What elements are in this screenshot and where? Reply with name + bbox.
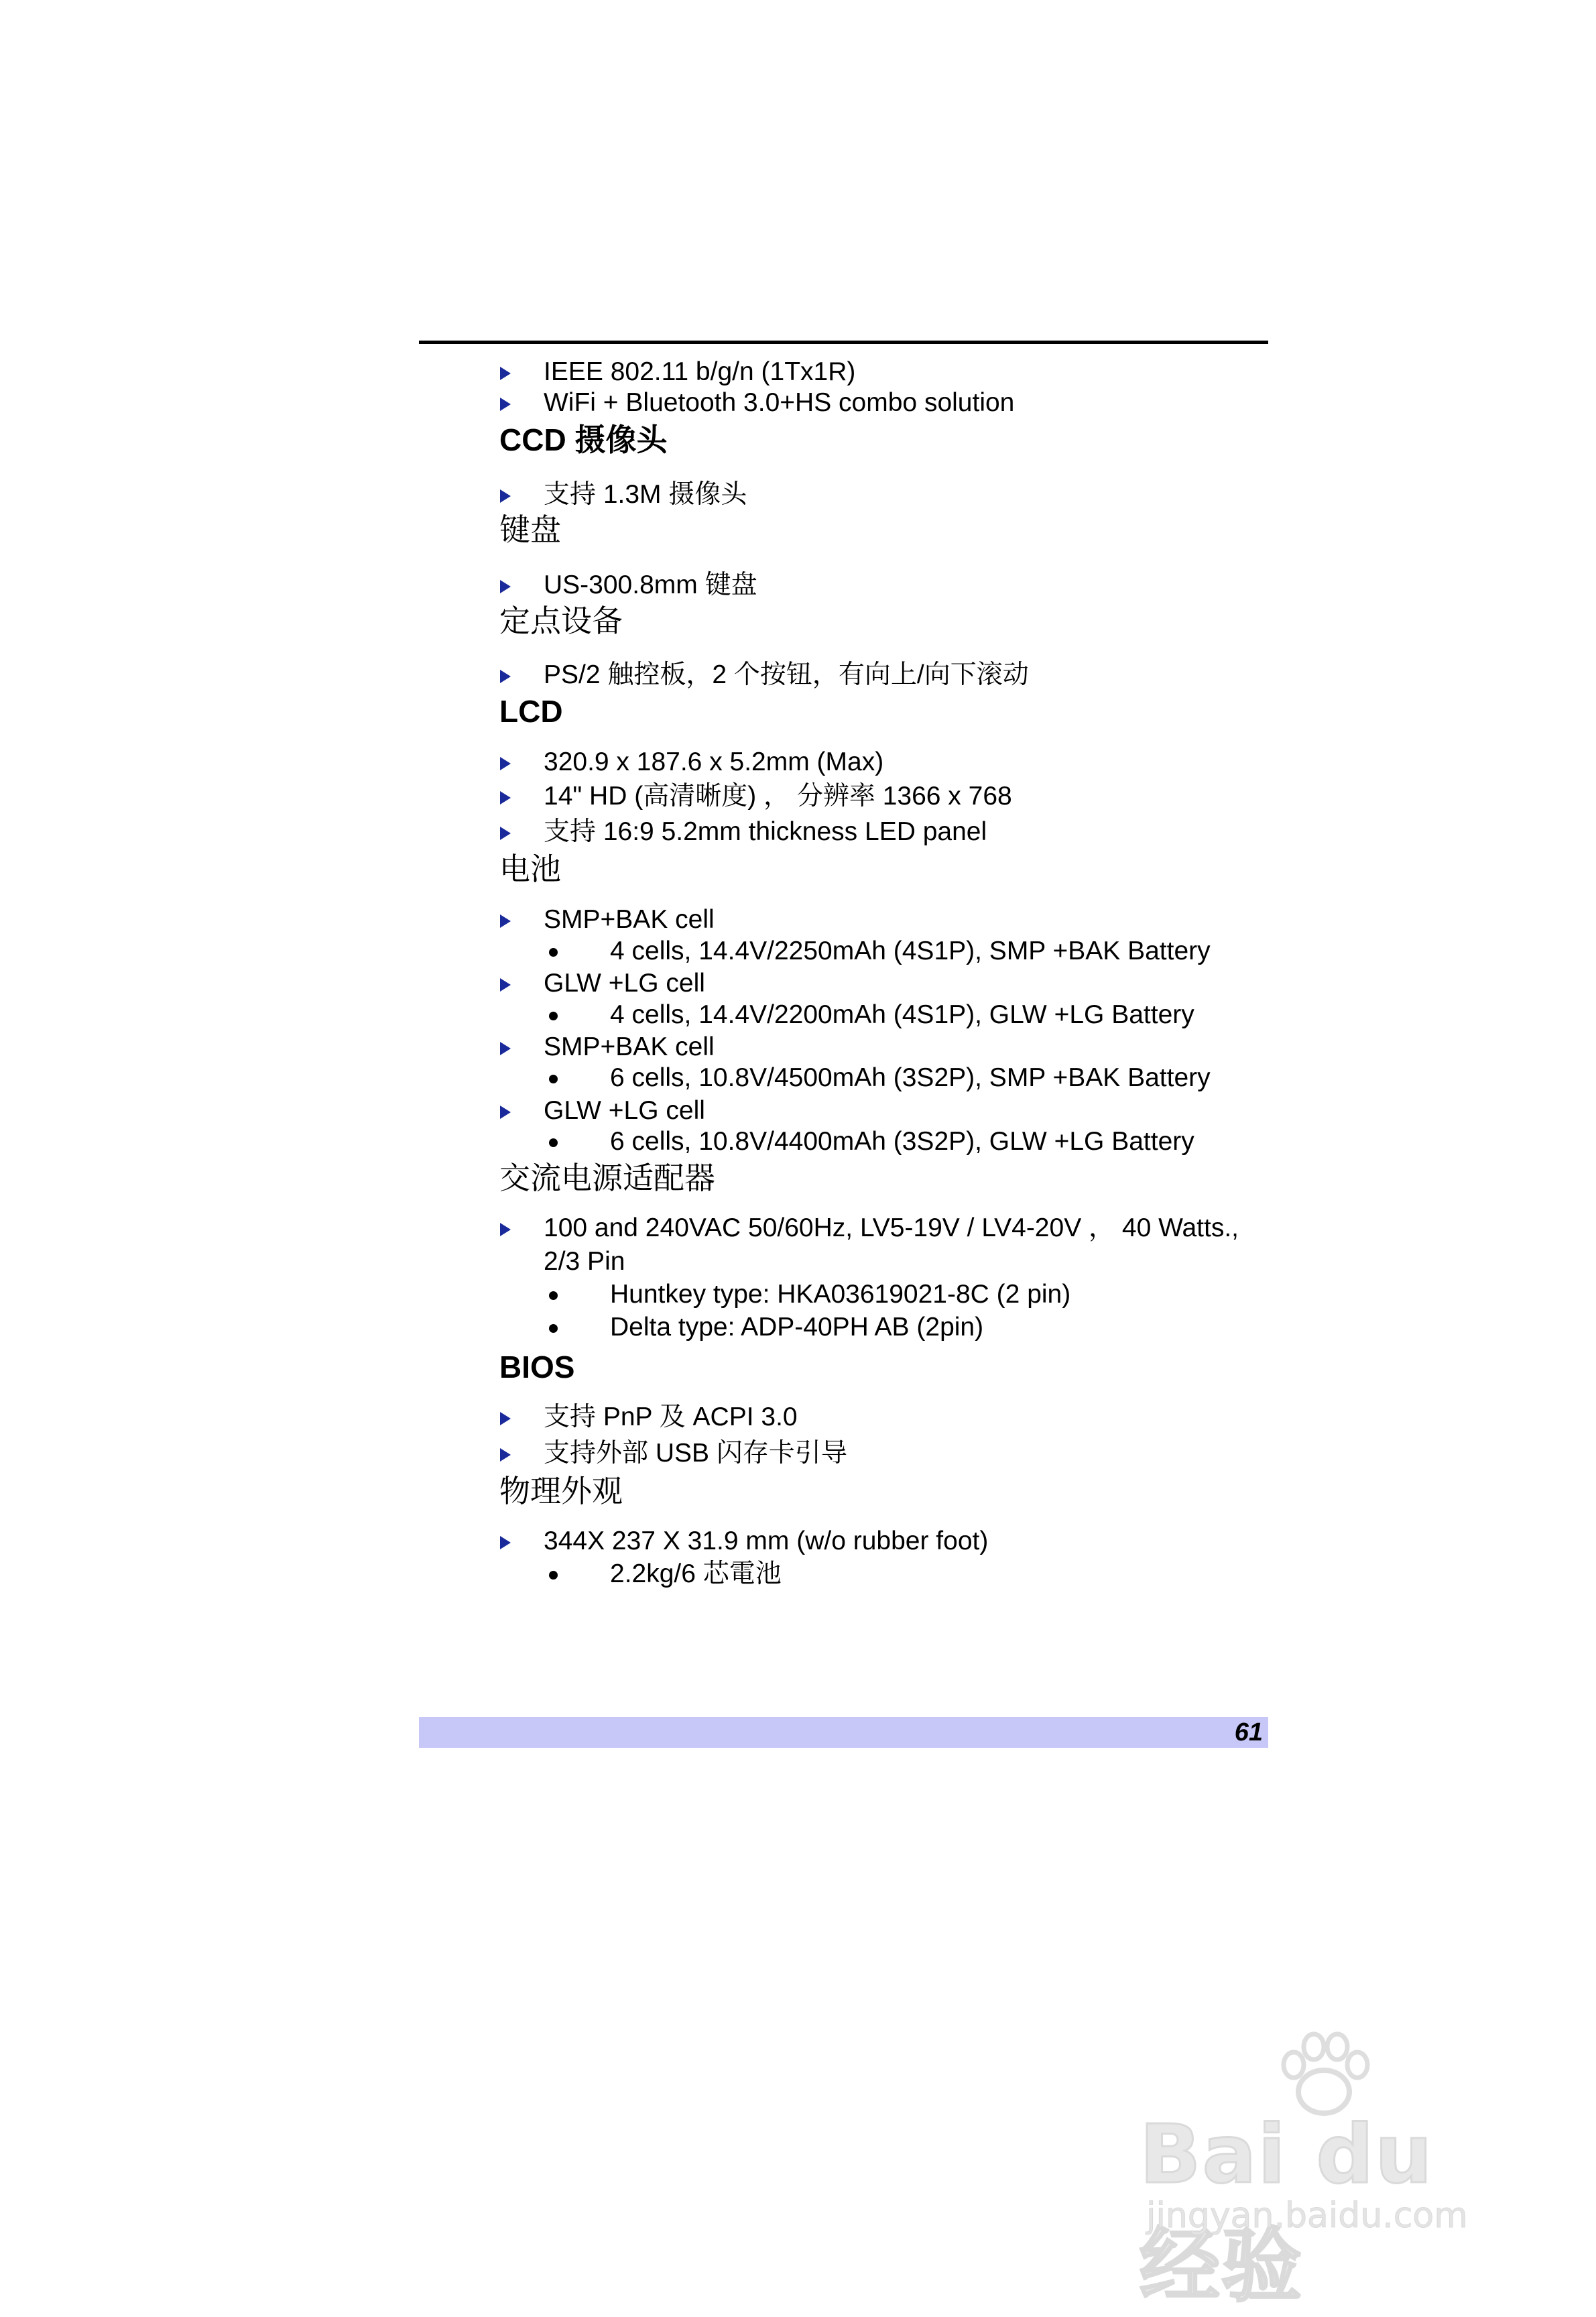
bullet-arrow-icon <box>500 978 511 992</box>
bullet-arrow-icon <box>500 580 511 593</box>
list-item: 支持 PnP 及 ACPI 3.0 <box>544 1403 798 1431</box>
bullet-arrow-icon <box>500 1536 511 1549</box>
list-item: GLW +LG cell <box>544 969 705 998</box>
list-item: 2/3 Pin <box>544 1247 625 1276</box>
sub-list-item: 4 cells, 14.4V/2200mAh (4S1P), GLW +LG Battery <box>610 1000 1194 1029</box>
list-item: PS/2 触控板，2 个按钮，有向上/向下滚动 <box>544 660 1029 689</box>
section-heading: 电池 <box>499 851 561 886</box>
sub-list-item: 2.2kg/6 芯電池 <box>610 1559 782 1588</box>
bullet-arrow-icon <box>500 791 511 805</box>
bullet-dot-icon <box>549 1138 558 1147</box>
section-heading: LCD <box>499 694 563 729</box>
watermark-url: jingyan.baidu.com <box>1146 2196 1468 2236</box>
bullet-arrow-icon <box>500 757 511 770</box>
list-item: GLW +LG cell <box>544 1096 705 1125</box>
bullet-dot-icon <box>549 1012 558 1020</box>
sub-list-item: 6 cells, 10.8V/4400mAh (3S2P), GLW +LG Battery <box>610 1127 1194 1156</box>
bullet-arrow-icon <box>500 1106 511 1119</box>
bullet-arrow-icon <box>500 670 511 683</box>
header-rule <box>419 341 1268 344</box>
bullet-dot-icon <box>549 1571 558 1580</box>
section-heading: 定点设备 <box>499 603 623 638</box>
list-item: US-300.8mm 键盘 <box>544 571 757 599</box>
section-heading: BIOS <box>499 1350 575 1384</box>
footer-bar <box>419 1717 1268 1748</box>
bullet-arrow-icon <box>500 1223 511 1236</box>
sub-list-item: Delta type: ADP-40PH AB (2pin) <box>610 1313 984 1342</box>
bullet-dot-icon <box>549 1324 558 1333</box>
watermark-logo-text: Bai du 经验 <box>1140 2108 1434 2313</box>
bullet-arrow-icon <box>500 1448 511 1462</box>
section-heading: 键盘 <box>499 512 561 547</box>
bullet-arrow-icon <box>500 1412 511 1425</box>
bullet-arrow-icon <box>500 398 511 411</box>
bullet-arrow-icon <box>500 489 511 503</box>
section-heading: CCD 摄像头 <box>499 422 668 457</box>
list-item: 支持 16:9 5.2mm thickness LED panel <box>544 817 987 846</box>
list-item: 100 and 240VAC 50/60Hz, LV5-19V / LV4-20V ， 40 Watts., <box>544 1213 1239 1242</box>
list-item: SMP+BAK cell <box>544 905 715 934</box>
list-item: IEEE 802.11 b/g/n (1Tx1R) <box>544 357 856 386</box>
sub-list-item: Huntkey type: HKA03619021-8C (2 pin) <box>610 1280 1071 1309</box>
bullet-dot-icon <box>549 1291 558 1300</box>
page-number: 61 <box>1234 1718 1263 1746</box>
list-item: SMP+BAK cell <box>544 1032 715 1061</box>
sub-list-item: 4 cells, 14.4V/2250mAh (4S1P), SMP +BAK Battery <box>610 937 1211 965</box>
list-item: 支持外部 USB 闪存卡引导 <box>544 1439 847 1468</box>
list-item: 344X 237 X 31.9 mm (w/o rubber foot) <box>544 1527 989 1555</box>
bullet-dot-icon <box>549 1075 558 1083</box>
paw-icon <box>1274 2028 1374 2122</box>
section-heading: 物理外观 <box>499 1474 623 1508</box>
bullet-arrow-icon <box>500 367 511 380</box>
bullet-dot-icon <box>549 948 558 957</box>
section-heading: 交流电源适配器 <box>499 1161 715 1195</box>
bullet-arrow-icon <box>500 1042 511 1055</box>
list-item: 支持 1.3M 摄像头 <box>544 480 747 509</box>
list-item: 320.9 x 187.6 x 5.2mm (Max) <box>544 748 884 776</box>
sub-list-item: 6 cells, 10.8V/4500mAh (3S2P), SMP +BAK Battery <box>610 1063 1211 1092</box>
bullet-arrow-icon <box>500 827 511 840</box>
list-item: WiFi + Bluetooth 3.0+HS combo solution <box>544 388 1015 417</box>
bullet-arrow-icon <box>500 914 511 928</box>
watermark <box>1133 2028 1535 2313</box>
list-item: 14" HD (高清晰度) ， 分辨率 1366 x 768 <box>544 782 1012 811</box>
